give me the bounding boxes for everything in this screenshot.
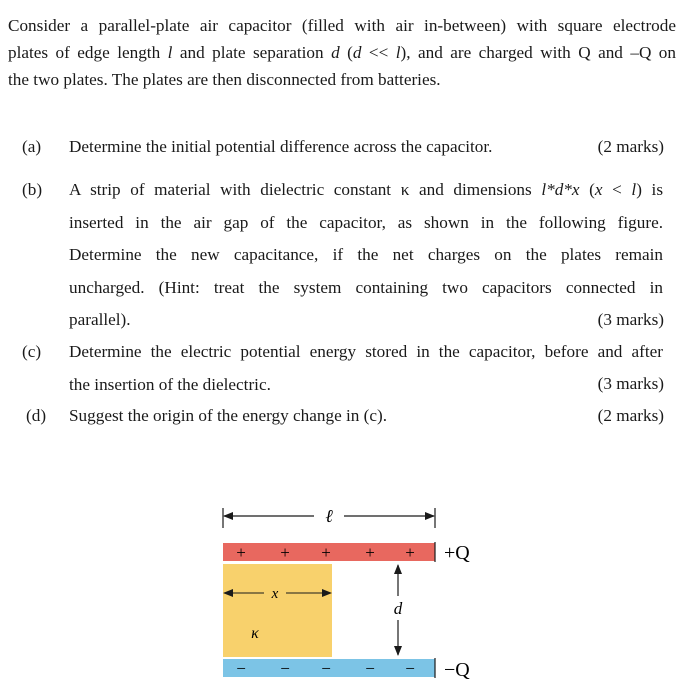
question-b-line-2: inserted in the air gap of the capacitor, as shown in the following figure.	[69, 212, 663, 232]
intro-line-2: plates of edge length l and plate separation d (d << l), and are charged with Q and –Q on	[8, 43, 676, 62]
minus-sign: −	[321, 659, 331, 678]
question-b-label: (b)	[22, 180, 43, 199]
plus-sign: +	[365, 543, 375, 562]
question-b-line-4: uncharged. (Hint: treat the system containing two capacitors connected in	[69, 277, 663, 297]
question-d-marks: (2 marks)	[597, 406, 664, 425]
question-c-line-1: Determine the electric potential energy stored in the capacitor, before and after	[69, 342, 663, 361]
minus-sign: −	[236, 659, 246, 678]
kappa-label: κ	[251, 625, 259, 642]
minus-sign: −	[365, 659, 375, 678]
question-b-line-5: parallel).	[69, 310, 131, 329]
dielectric-slab	[223, 564, 332, 657]
d-label: d	[393, 599, 403, 618]
question-a-text: Determine the initial potential difference across the capacitor.	[69, 137, 493, 156]
question-b-line-3: Determine the new capacitance, if the net charges on the plates remain	[69, 245, 663, 264]
plus-sign: +	[405, 543, 415, 562]
length-label: ℓ	[325, 506, 333, 526]
question-a-label: (a)	[22, 137, 42, 156]
question-d-label: (d)	[26, 406, 47, 425]
question-d-text: Suggest the origin of the energy change in (c).	[69, 406, 388, 425]
plus-sign: +	[280, 543, 290, 562]
question-c-line-2: the insertion of the dielectric.	[69, 374, 271, 394]
question-a-marks: (2 marks)	[597, 137, 664, 156]
intro-line-1: Consider a parallel-plate air capacitor (filled with air in-between) with square electrode	[8, 16, 676, 35]
top-charge-label: +Q	[444, 542, 470, 564]
plus-sign: +	[236, 543, 246, 562]
intro-line-3: the two plates. The plates are then disconnected from batteries.	[8, 70, 441, 89]
question-b-marks: (3 marks)	[597, 310, 664, 329]
bottom-charge-label: −Q	[444, 659, 470, 681]
minus-sign: −	[280, 659, 290, 678]
question-c-marks: (3 marks)	[597, 374, 664, 393]
question-c-label: (c)	[22, 342, 42, 361]
minus-sign: −	[405, 659, 415, 678]
question-b-line-1: A strip of material with dielectric constant κ and dimensions l*d*x (x < l) is	[69, 180, 664, 199]
x-label: x	[271, 586, 279, 602]
plus-sign: +	[321, 543, 331, 562]
